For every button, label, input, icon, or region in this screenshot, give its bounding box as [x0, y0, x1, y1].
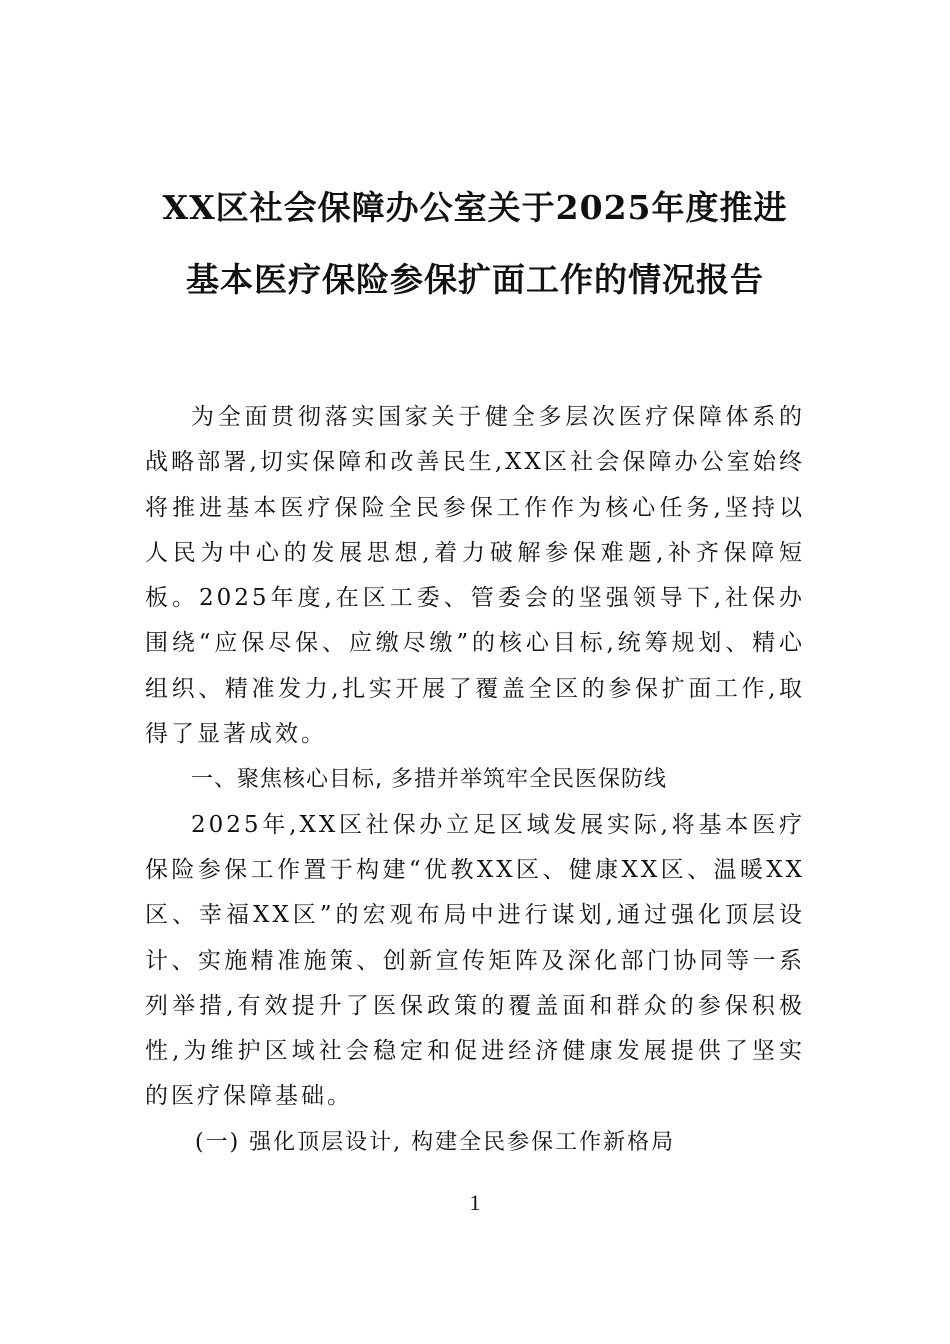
- title-line-2: 基本医疗保险参保扩面工作的情况报告: [186, 260, 764, 299]
- report-title: [100, 172, 850, 316]
- page-number: 1: [469, 1190, 481, 1215]
- section-1-heading: 一、聚焦核心目标, 多措并举筑牢全民医保防线: [191, 767, 667, 793]
- section-1-paragraph: 2025年,XX区社保办立足区域发展实际,将基本医疗保险参保工作置于构建“优教XX区、健康XX区、温暖XX区、幸福XX区”的宏观布局中进行谋划,通过强化顶层设计、实施精准施策、创新宣传矩阵及深化部门协同等一系列举措,有效提升了医保政策的覆盖面和群众的参保积极性,为维护区域社会稳定和促进经济健康发展提供了坚实的医疗保障基础。: [145, 811, 805, 1110]
- subsection-1-heading: (一) 强化顶层设计, 构建全民参保工作新格局: [195, 1129, 676, 1155]
- title-line-1: XX区社会保障办公室关于2025年度推进: [162, 188, 788, 227]
- document-body: [145, 395, 805, 1165]
- intro-paragraph: 为全面贯彻落实国家关于健全多层次医疗保障体系的战略部署,切实保障和改善民生,XX区社会保障办公室始终将推进基本医疗保险全民参保工作作为核心任务,坚持以人民为中心的发展思想,着力破解参保难题,补齐保障短板。2025年度,在区工委、管委会的坚强领导下,社保办围绕“应保尽保、应缴尽缴”的核心目标,统筹规划、精心组织、精准发力,扎实开展了覆盖全区的参保扩面工作,取得了显著成效。: [145, 404, 805, 748]
